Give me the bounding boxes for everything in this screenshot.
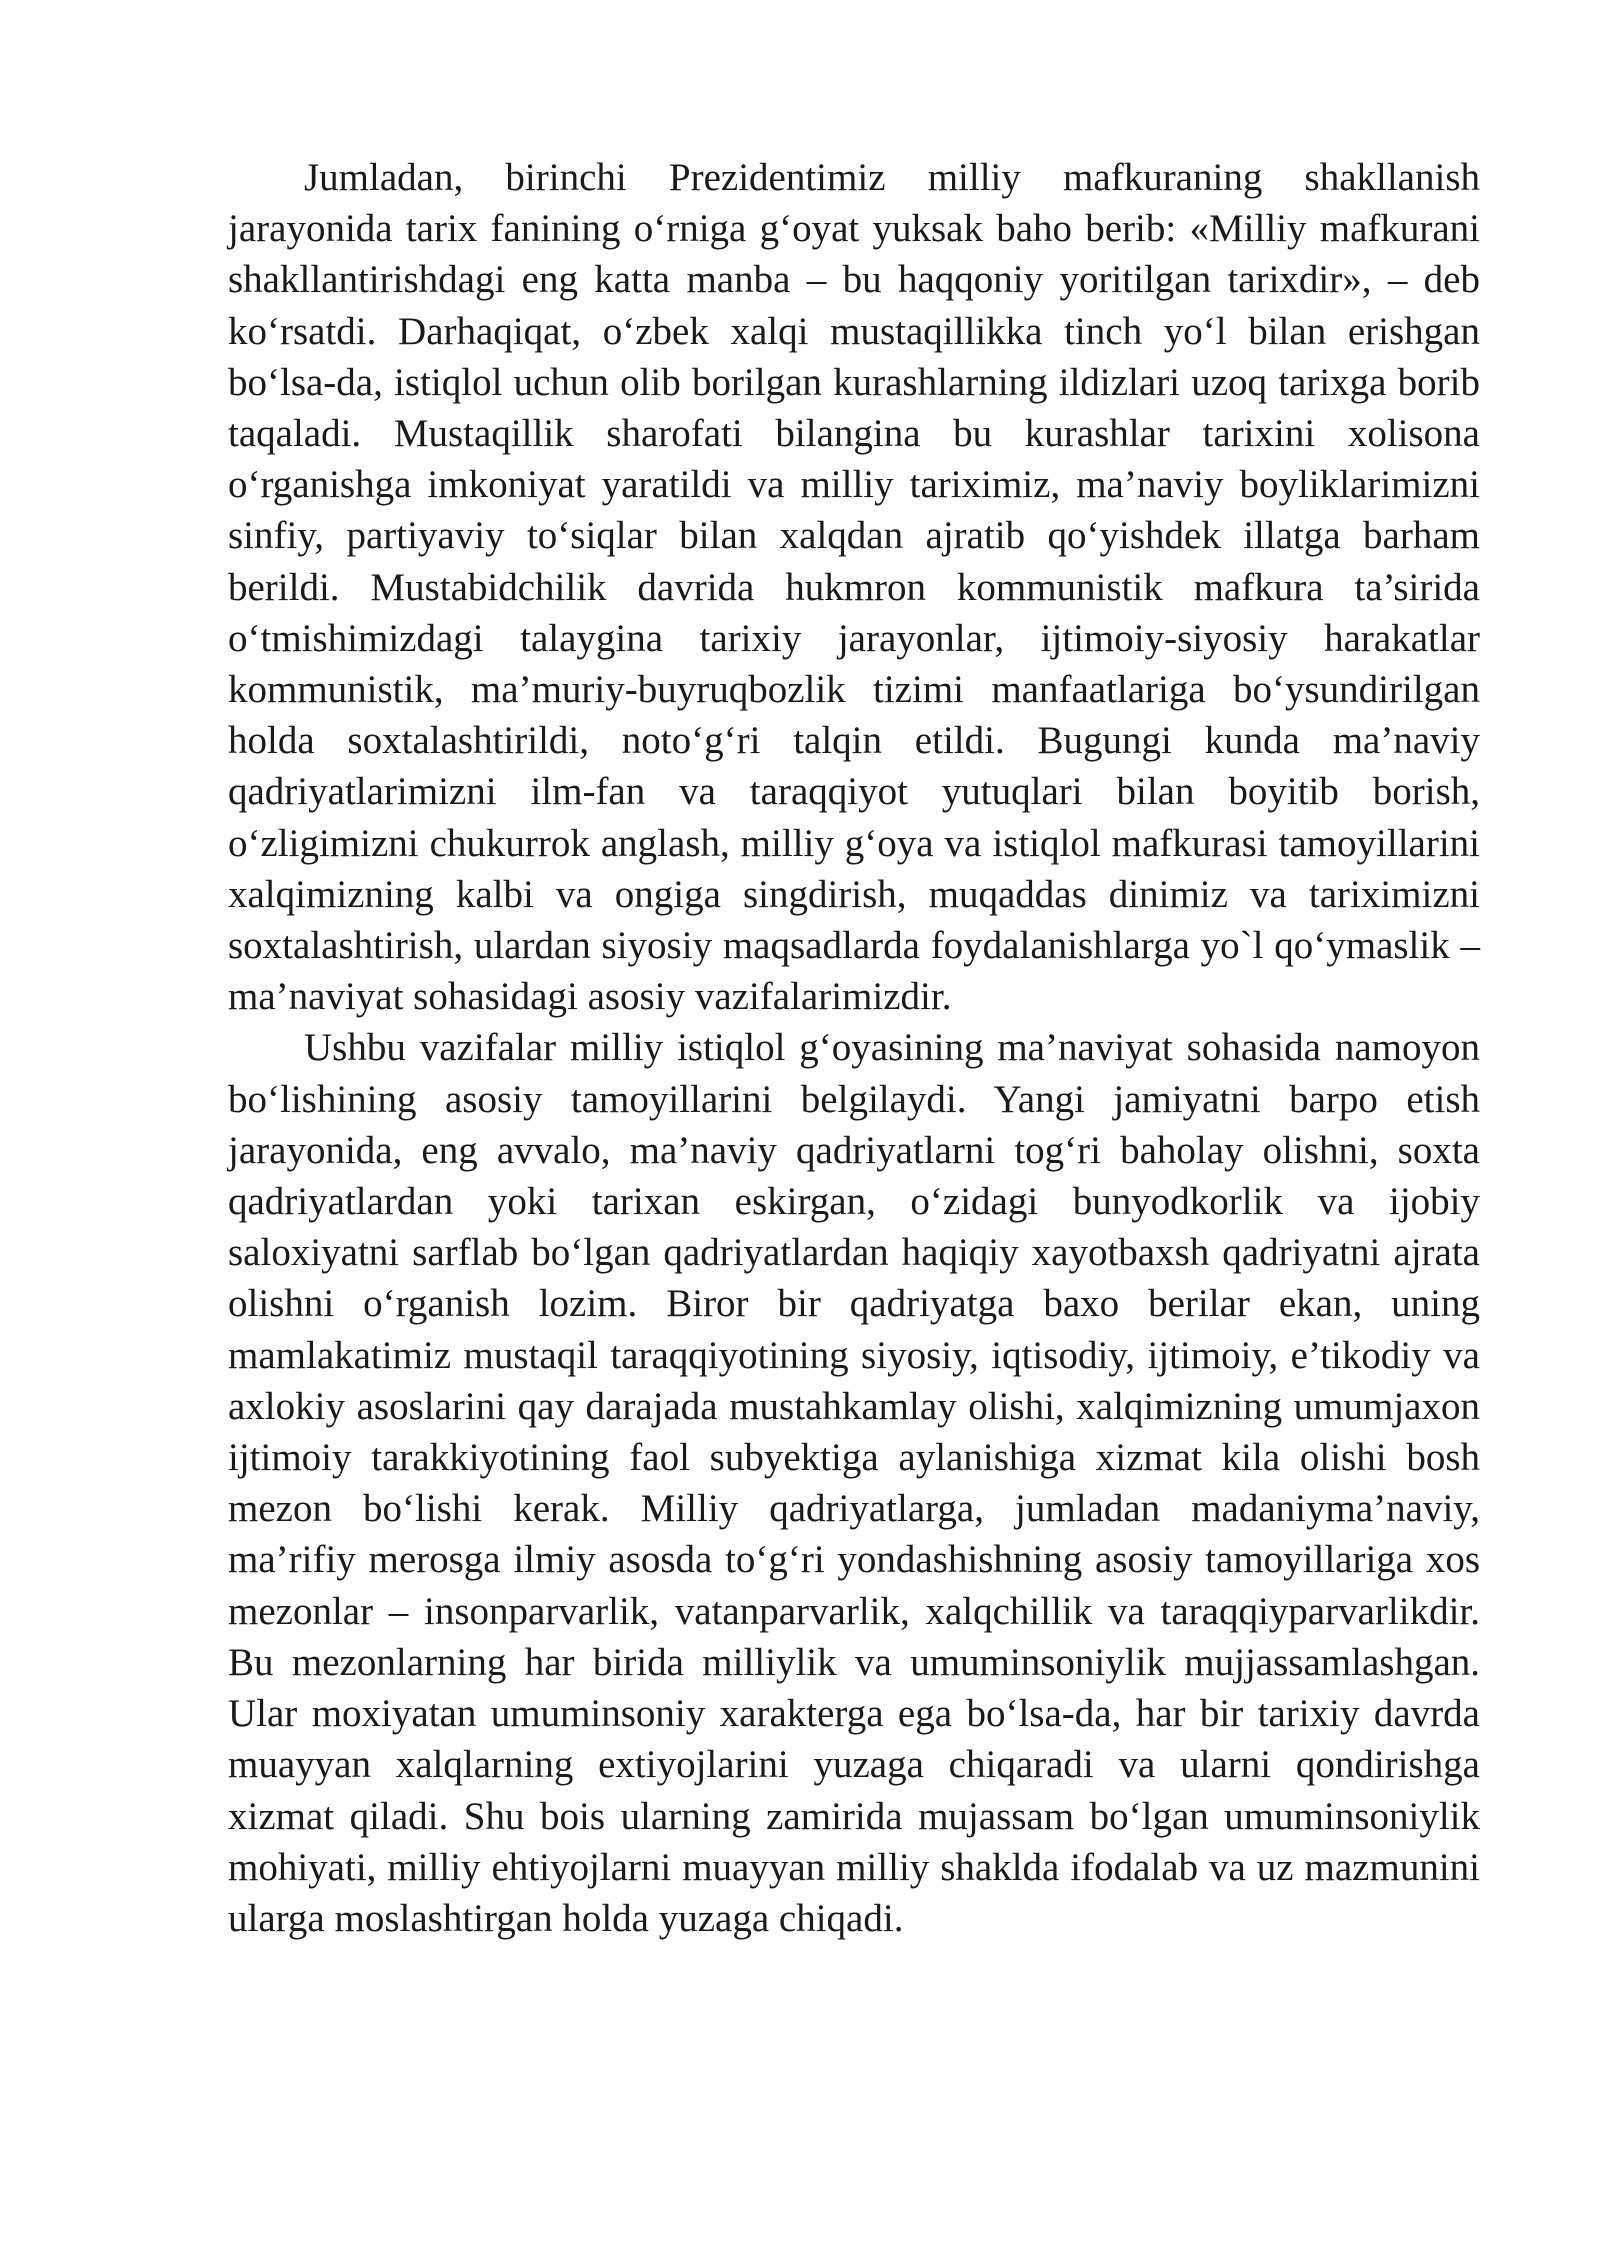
document-body <box>228 152 1480 1944</box>
paragraph-1: Jumladan, birinchi Prezidentimiz milliy mafkuraning shakllanish jarayonida tarix fanining o‘rniga g‘oyat yuksak baho berib: «Milliy mafkurani shakllantirishdagi eng katta manba – bu haqqoniy yoritilgan tarixdir», – deb ko‘rsatdi. Darhaqiqat, o‘zbek xalqi mustaqillikka tinch yo‘l bilan erishgan bo‘lsa-da, istiqlol uchun olib borilgan kurashlarning ildizlari uzoq tarixga borib taqaladi. Mustaqillik sharofati bilangina bu kurashlar tarixini xolisona o‘rganishga imkoniyat yaratildi va milliy tariximiz, ma’naviy boyliklarimizni sinfiy, partiyaviy to‘siqlar bilan xalqdan ajratib qo‘yishdek illatga barham berildi. Mustabidchilik davrida hukmron kommunistik mafkura ta’sirida o‘tmishimizdagi talaygina tarixiy jarayonlar, ijtimoiy-siyosiy harakatlar kommunistik, ma’muriy-buyruqbozlik tizimi manfaatlariga bo‘ysundirilgan holda soxtalashtirildi, noto‘g‘ri talqin etildi. Bugungi kunda ma’naviy qadriyatlarimizni ilm-fan va taraqqiyot yutuqlari bilan boyitib borish, o‘zligimizni chukurrok anglash, milliy g‘oya va istiqlol mafkurasi tamoyillarini xalqimizning kalbi va ongiga singdirish, muqaddas dinimiz va tariximizni soxtalashtirish, ulardan siyosiy maqsadlarda foydalanishlarga yo`l qo‘ymaslik – ma’naviyat sohasidagi asosiy vazifalarimizdir. <box>228 156 1480 1019</box>
paragraph-2: Ushbu vazifalar milliy istiqlol g‘oyasining ma’naviyat sohasida namoyon bo‘lishining asosiy tamoyillarini belgilaydi. Yangi jamiyatni barpo etish jarayonida, eng avvalo, ma’naviy qadriyatlarni tog‘ri baholay olishni, soxta qadriyatlardan yoki tarixan eskirgan, o‘zidagi bunyodkorlik va ijobiy saloxiyatni sarflab bo‘lgan qadriyatlardan haqiqiy xayotbaxsh qadriyatni ajrata olishni o‘rganish lozim. Biror bir qadriyatga baxo berilar ekan, uning mamlakatimiz mustaqil taraqqiyotining siyosiy, iqtisodiy, ijtimoiy, e’tikodiy va axlokiy asoslarini qay darajada mustahkamlay olishi, xalqimizning umumjaxon ijtimoiy tarakkiyotining faol subyektiga aylanishiga xizmat kila olishi bosh mezon bo‘lishi kerak. Milliy qadriyatlarga, jumladan madaniyma’naviy, ma’rifiy merosga ilmiy asosda to‘g‘ri yondashishning asosiy tamoyillariga xos mezonlar – insonparvarlik, vatanparvarlik, xalqchillik va taraqqiyparvarlikdir. Bu mezonlarning har birida milliylik va umuminsoniylik mujjassamlashgan. Ular moxiyatan umuminsoniy xarakterga ega bo‘lsa-da, har bir tarixiy davrda muayyan xalqlarning extiyojlarini yuzaga chiqaradi va ularni qondirishga xizmat qiladi. Shu bois ularning zamirida mujassam bo‘lgan umuminsoniylik mohiyati, milliy ehtiyojlarni muayyan milliy shaklda ifodalab va uz mazmunini ularga moslashtirgan holda yuzaga chiqadi. <box>228 1026 1480 1940</box>
